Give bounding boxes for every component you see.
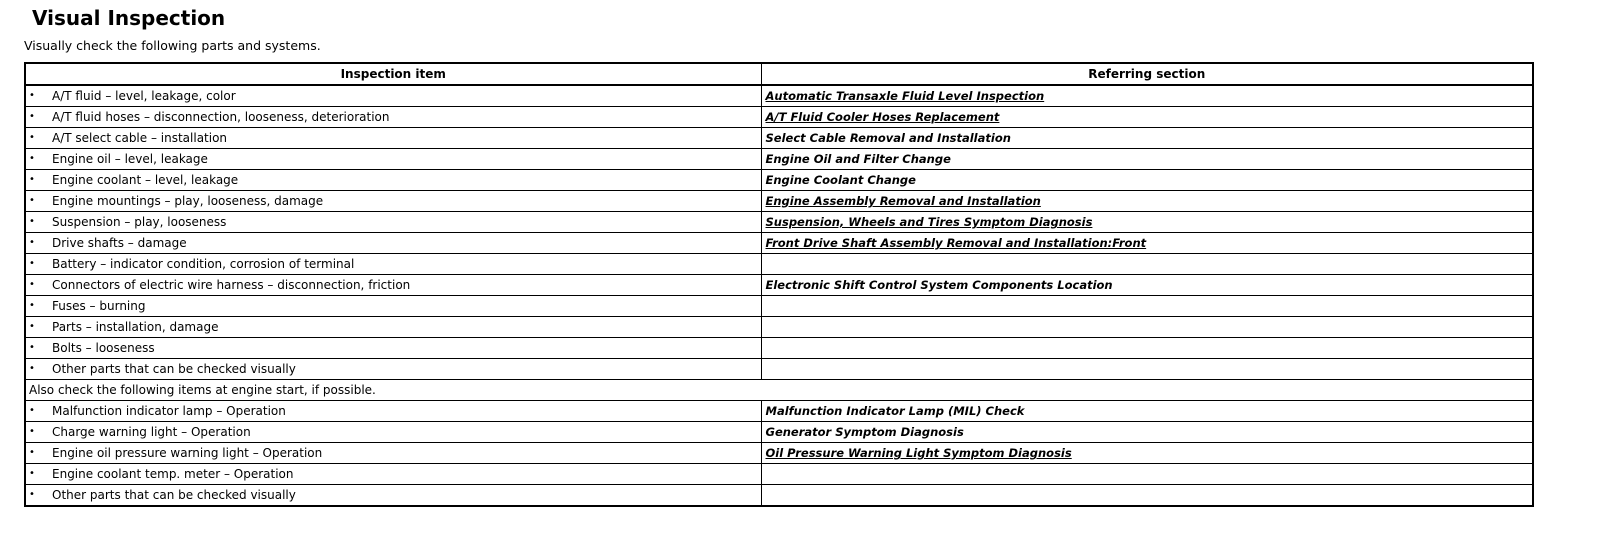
- bullet-icon: •: [29, 489, 35, 500]
- inspection-item-text: A/T fluid – level, leakage, color: [52, 89, 236, 103]
- inspection-item-cell: [25, 422, 761, 443]
- bullet-icon: •: [29, 258, 35, 269]
- intro-text: Visually check the following parts and systems.: [24, 38, 321, 53]
- table-row: [25, 254, 1533, 275]
- referring-section-link[interactable]: Suspension, Wheels and Tires Symptom Diagnosis: [765, 215, 1093, 229]
- referring-section-cell: [761, 170, 1533, 191]
- engine-start-note: Also check the following items at engine start, if possible.: [25, 380, 1533, 401]
- table-row: [25, 191, 1533, 212]
- inspection-item-text: A/T select cable – installation: [52, 131, 228, 145]
- referring-section-cell: [761, 422, 1533, 443]
- inspection-item-text: Suspension – play, looseness: [52, 215, 227, 229]
- table-row: [25, 338, 1533, 359]
- table-note-row: [25, 380, 1533, 401]
- referring-section-text: Electronic Shift Control System Components Location: [765, 278, 1113, 292]
- bullet-icon: •: [29, 405, 35, 416]
- table-row: [25, 401, 1533, 422]
- inspection-item-cell: [25, 359, 761, 380]
- inspection-item-cell: [25, 85, 761, 107]
- table-row: [25, 422, 1533, 443]
- inspection-item-cell: [25, 233, 761, 254]
- table-row: [25, 233, 1533, 254]
- inspection-item-cell: [25, 212, 761, 233]
- bullet-icon: •: [29, 447, 35, 458]
- inspection-item-cell: [25, 191, 761, 212]
- inspection-item-cell: [25, 149, 761, 170]
- inspection-item-cell: [25, 170, 761, 191]
- inspection-item-cell: [25, 443, 761, 464]
- referring-section-cell: [761, 338, 1533, 359]
- referring-section-cell: [761, 275, 1533, 296]
- table-row: [25, 485, 1533, 507]
- bullet-icon: •: [29, 132, 35, 143]
- referring-section-link[interactable]: Oil Pressure Warning Light Symptom Diagnosis: [765, 446, 1072, 460]
- referring-section-text: Engine Oil and Filter Change: [765, 152, 951, 166]
- referring-section-cell: [761, 212, 1533, 233]
- inspection-item-text: Engine coolant temp. meter – Operation: [52, 467, 294, 481]
- inspection-item-cell: [25, 338, 761, 359]
- referring-section-cell: [761, 317, 1533, 338]
- bullet-icon: •: [29, 90, 35, 101]
- inspection-item-cell: [25, 275, 761, 296]
- referring-section-text: Malfunction Indicator Lamp (MIL) Check: [765, 404, 1025, 418]
- table-row: [25, 317, 1533, 338]
- table-row: [25, 107, 1533, 128]
- inspection-item-cell: [25, 128, 761, 149]
- bullet-icon: •: [29, 300, 35, 311]
- referring-section-cell: [761, 128, 1533, 149]
- bullet-icon: •: [29, 174, 35, 185]
- page-title: Visual Inspection: [32, 6, 226, 30]
- table-row: [25, 359, 1533, 380]
- inspection-item-cell: [25, 464, 761, 485]
- header-inspection-item: Inspection item: [25, 63, 761, 85]
- inspection-item-text: Drive shafts – damage: [52, 236, 187, 250]
- table-row: [25, 443, 1533, 464]
- referring-section-cell: [761, 233, 1533, 254]
- referring-section-cell: [761, 191, 1533, 212]
- inspection-item-text: Fuses – burning: [52, 299, 146, 313]
- inspection-item-text: Other parts that can be checked visually: [52, 488, 296, 502]
- table-row: [25, 464, 1533, 485]
- inspection-item-text: Engine mountings – play, looseness, damage: [52, 194, 324, 208]
- inspection-item-cell: [25, 485, 761, 507]
- inspection-item-cell: [25, 296, 761, 317]
- bullet-icon: •: [29, 153, 35, 164]
- bullet-icon: •: [29, 321, 35, 332]
- referring-section-cell: [761, 485, 1533, 507]
- table-row: [25, 85, 1533, 107]
- bullet-icon: •: [29, 111, 35, 122]
- referring-section-text: Generator Symptom Diagnosis: [765, 425, 964, 439]
- table-row: [25, 128, 1533, 149]
- referring-section-text: Engine Coolant Change: [765, 173, 916, 187]
- bullet-icon: •: [29, 363, 35, 374]
- inspection-item-cell: [25, 317, 761, 338]
- bullet-icon: •: [29, 237, 35, 248]
- referring-section-cell: [761, 149, 1533, 170]
- bullet-icon: •: [29, 342, 35, 353]
- bullet-icon: •: [29, 216, 35, 227]
- table-row: [25, 149, 1533, 170]
- referring-section-cell: [761, 85, 1533, 107]
- inspection-item-text: Charge warning light – Operation: [52, 425, 251, 439]
- bullet-icon: •: [29, 426, 35, 437]
- referring-section-link[interactable]: A/T Fluid Cooler Hoses Replacement: [765, 110, 1000, 124]
- referring-section-cell: [761, 359, 1533, 380]
- referring-section-text: Select Cable Removal and Installation: [765, 131, 1011, 145]
- inspection-item-text: Other parts that can be checked visually: [52, 362, 296, 376]
- table-row: [25, 212, 1533, 233]
- bullet-icon: •: [29, 279, 35, 290]
- header-referring-section: Referring section: [761, 63, 1533, 85]
- table-row: [25, 170, 1533, 191]
- inspection-item-text: Malfunction indicator lamp – Operation: [52, 404, 286, 418]
- inspection-item-text: Battery – indicator condition, corrosion of terminal: [52, 257, 355, 271]
- referring-section-cell: [761, 107, 1533, 128]
- bullet-icon: •: [29, 468, 35, 479]
- inspection-item-cell: [25, 401, 761, 422]
- inspection-item-text: Parts – installation, damage: [52, 320, 219, 334]
- inspection-table: [24, 62, 1534, 507]
- inspection-item-text: Engine oil – level, leakage: [52, 152, 208, 166]
- referring-section-cell: [761, 443, 1533, 464]
- table-row: [25, 275, 1533, 296]
- inspection-item-text: Bolts – looseness: [52, 341, 155, 355]
- referring-section-link[interactable]: Front Drive Shaft Assembly Removal and Installation:Front: [765, 236, 1147, 250]
- bullet-icon: •: [29, 195, 35, 206]
- referring-section-link[interactable]: Engine Assembly Removal and Installation: [765, 194, 1041, 208]
- table-row: [25, 296, 1533, 317]
- inspection-item-text: Engine coolant – level, leakage: [52, 173, 239, 187]
- inspection-item-cell: [25, 107, 761, 128]
- inspection-item-text: Engine oil pressure warning light – Operation: [52, 446, 323, 460]
- inspection-item-text: A/T fluid hoses – disconnection, looseness, deterioration: [52, 110, 390, 124]
- referring-section-cell: [761, 464, 1533, 485]
- referring-section-cell: [761, 401, 1533, 422]
- inspection-item-text: Connectors of electric wire harness – disconnection, friction: [52, 278, 411, 292]
- table-header-row: [25, 63, 1533, 85]
- inspection-item-cell: [25, 254, 761, 275]
- referring-section-link[interactable]: Automatic Transaxle Fluid Level Inspection: [765, 89, 1045, 103]
- referring-section-cell: [761, 254, 1533, 275]
- referring-section-cell: [761, 296, 1533, 317]
